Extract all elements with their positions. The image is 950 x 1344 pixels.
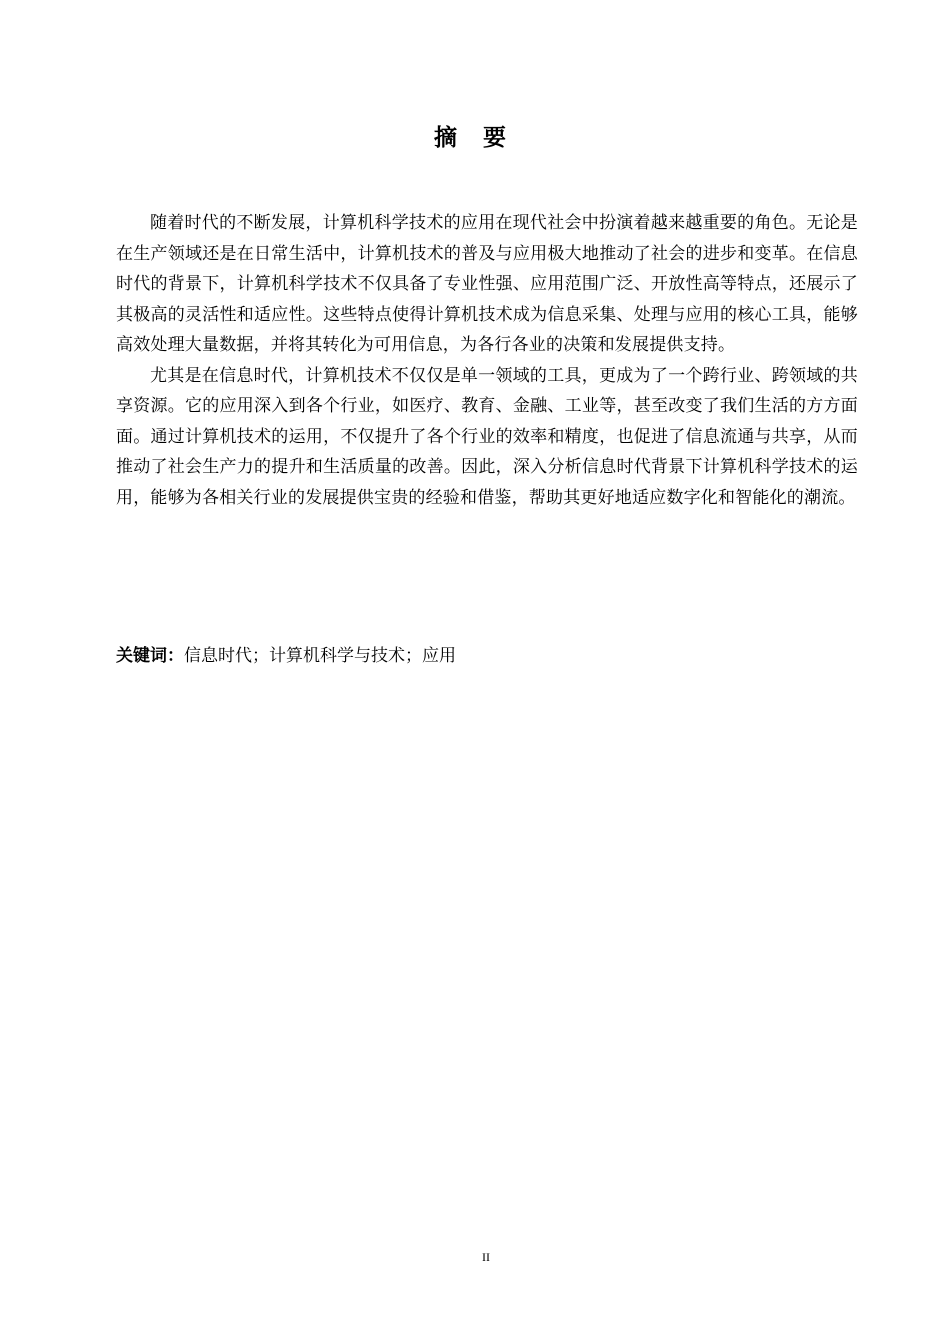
abstract-title: 摘要 bbox=[434, 125, 532, 151]
keywords-line bbox=[116, 641, 858, 671]
abstract-body bbox=[116, 208, 858, 513]
keywords-label: 关键词： bbox=[116, 646, 184, 666]
abstract-paragraph-1: 随着时代的不断发展，计算机科学技术的应用在现代社会中扮演着越来越重要的角色。无论是在生产领域还是在日常生活中，计算机技术的普及与应用极大地推动了社会的进步和变革。在信息时代的背景下，计算机科学技术不仅具备了专业性强、应用范围广泛、开放性高等特点，还展示了其极高的灵活性和适应性。这些特点使得计算机技术成为信息采集、处理与应用的核心工具，能够高效处理大量数据，并将其转化为可用信息，为各行各业的决策和发展提供支持。 bbox=[116, 213, 858, 355]
abstract-paragraph-2: 尤其是在信息时代，计算机技术不仅仅是单一领域的工具，更成为了一个跨行业、跨领域的共享资源。它的应用深入到各个行业，如医疗、教育、金融、工业等，甚至改变了我们生活的方方面面。通过计算机技术的运用，不仅提升了各个行业的效率和精度，也促进了信息流通与共享，从而推动了社会生产力的提升和生活质量的改善。因此，深入分析信息时代背景下计算机科学技术的运用，能够为各相关行业的发展提供宝贵的经验和借鉴，帮助其更好地适应数字化和智能化的潮流。 bbox=[116, 365, 858, 508]
page-number: II bbox=[482, 1250, 490, 1264]
keywords-value: 信息时代；计算机科学与技术；应用 bbox=[184, 646, 456, 666]
